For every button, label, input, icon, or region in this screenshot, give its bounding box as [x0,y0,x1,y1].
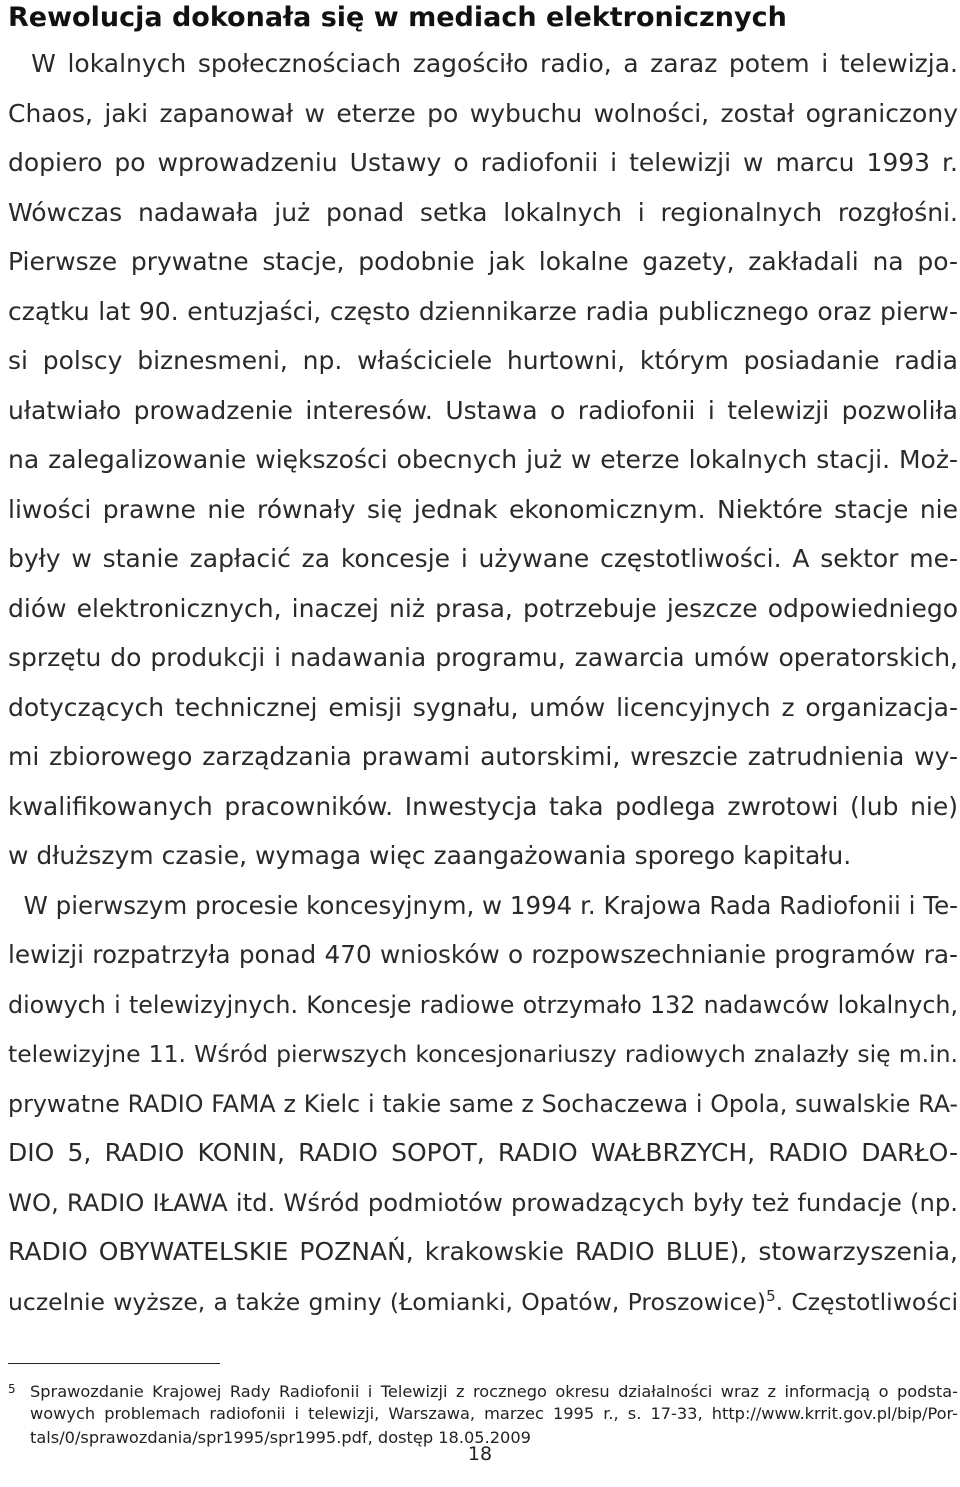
footnote-reference[interactable]: 5 [766,1287,776,1305]
text-line: ułatwiało prowadzenie interesów. Ustawa o radiofonii i telewizji pozwoliła [8,396,958,425]
text-line: diów elektronicznych, inaczej niż prasa, potrzebuje jeszcze odpowiedniego [8,594,958,623]
text-line: si polscy biznesmeni, np. właściciele hurtowni, którym posiadanie radia [8,346,958,375]
footnote-line [8,1379,958,1402]
text-line: diowych i telewizyjnych. Koncesje radiowe otrzymało 132 nadawców lokalnych, [8,991,958,1019]
text-line: kwalifikowanych pracowników. Inwestycja taka podlega zwrotowi (lub nie) [8,792,958,821]
text-segment: uczelnie wyższe, a także gminy (Łomianki, Opatów, Proszowice) [8,1288,767,1316]
text-line: były w stanie zapłacić za koncesje i używane częstotliwości. A sektor me- [8,544,958,573]
footnote-text: wowych problemach radiofonii i telewizji, Warszawa, marzec 1995 r., s. 17-33, http://www.krrit.gov.pl/bip/Por- [30,1404,958,1423]
text-line: telewizyjne 11. Wśród pierwszych koncesjonariuszy radiowych znalazły się m.in. [8,1040,958,1068]
text-line: Chaos, jaki zapanował w eterze po wybuchu wolności, został ograniczony [8,99,958,128]
text-line: liwości prawne nie równały się jednak ekonomicznym. Niektóre stacje nie [8,495,958,524]
text-line: WO, RADIO IŁAWA itd. Wśród podmiotów prowadzących były też fundacje (np. [8,1188,958,1217]
text-line: sprzętu do produkcji i nadawania programu, zawarcia umów operatorskich, [8,643,958,672]
text-line: lewizji rozpatrzyła ponad 470 wniosków o rozpowszechnianie programów ra- [8,940,958,969]
footnote-line [8,1403,958,1424]
text-line: na zalegalizowanie większości obecnych już w eterze lokalnych stacji. Moż- [8,445,958,474]
footnote-mark: 5 [8,1382,16,1396]
text-line: dopiero po wprowadzeniu Ustawy o radiofonii i telewizji w marcu 1993 r. [8,148,958,177]
text-line-last [8,1285,958,1319]
text-line: dotyczących technicznej emisji sygnału, umów licencyjnych z organizacja- [8,693,958,722]
text-line: czątku lat 90. entuzjaści, często dziennikarze radia publicznego oraz pierw- [8,297,958,326]
text-line: W pierwszym procesie koncesyjnym, w 1994 r. Krajowa Rada Radiofonii i Te- [8,891,958,920]
page-number: 18 [467,1443,493,1465]
text-line: W lokalnych społecznościach zagościło radio, a zaraz potem i telewizja. [8,49,958,78]
text-line: prywatne RADIO FAMA z Kielc i takie same z Sochaczewa i Opola, suwalskie RA- [8,1090,958,1118]
text-line: DIO 5, RADIO KONIN, RADIO SOPOT, RADIO WAŁBRZYCH, RADIO DARŁO- [8,1138,958,1167]
footnote-text: Sprawozdanie Krajowej Rady Radiofonii i Telewizji z rocznego okresu działalności wraz z informacją o podsta- [30,1382,958,1401]
text-line: Pierwsze prywatne stacje, podobnie jak lokalne gazety, zakładali na po- [8,247,958,276]
footnote-text: tals/0/sprawozdania/spr1995/spr1995.pdf, dostęp 18.05.2009 [30,1428,531,1447]
text-segment: . Częstotliwości [775,1288,958,1316]
text-line: Wówczas nadawała już ponad setka lokalnych i regionalnych rozgłośni. [8,198,958,227]
text-line: RADIO OBYWATELSKIE POZNAŃ, krakowskie RADIO BLUE), stowarzyszenia, [8,1237,958,1266]
section-heading: Rewolucja dokonała się w mediach elektronicznych [8,2,787,33]
text-line: mi zbiorowego zarządzania prawami autorskimi, wreszcie zatrudnienia wy- [8,742,958,771]
text-line: w dłuższym czasie, wymaga więc zaangażowania sporego kapitału. [8,841,852,870]
footnote-divider [8,1363,220,1364]
